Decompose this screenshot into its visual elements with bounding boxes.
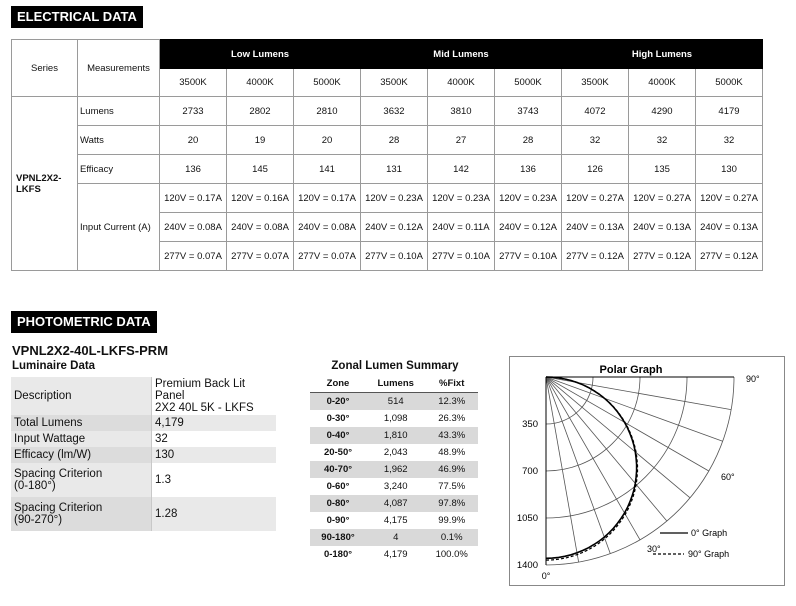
zonal-percent: 26.3% bbox=[438, 413, 466, 424]
table-cell: 20 bbox=[294, 126, 361, 155]
zonal-column-header: Zone bbox=[310, 375, 366, 393]
legend-label-90deg: 90° Graph bbox=[688, 549, 730, 559]
table-cell: 240V = 0.12A bbox=[361, 213, 428, 242]
table-cell: 277V = 0.07A bbox=[160, 242, 227, 271]
table-cell: 131 bbox=[361, 155, 428, 184]
zonal-lumens: 3,240 bbox=[383, 481, 408, 492]
table-cell: 130 bbox=[696, 155, 763, 184]
table-cell: 240V = 0.08A bbox=[294, 213, 361, 242]
table-cell: 120V = 0.23A bbox=[361, 184, 428, 213]
zonal-zone: 0-180° bbox=[323, 549, 353, 560]
header-row bbox=[12, 40, 763, 69]
table-cell: 120V = 0.16A bbox=[227, 184, 294, 213]
table-cell: 3632 bbox=[361, 97, 428, 126]
lumen-group-header: Mid Lumens bbox=[361, 40, 562, 69]
electrical-data-heading: ELECTRICAL DATA bbox=[11, 6, 143, 28]
zonal-lumens: 1,962 bbox=[366, 461, 425, 478]
polar-angle-label: 60° bbox=[721, 472, 735, 482]
zonal-lumens: 1,098 bbox=[383, 413, 408, 424]
luminaire-value: Premium Back Lit Panel 2X2 40L 5K - LKFS bbox=[152, 377, 277, 415]
luminaire-row bbox=[11, 431, 276, 447]
table-cell: 120V = 0.23A bbox=[428, 184, 495, 213]
table-cell: 240V = 0.12A bbox=[495, 213, 562, 242]
table-cell: 277V = 0.12A bbox=[629, 242, 696, 271]
table-cell: 240V = 0.13A bbox=[562, 213, 629, 242]
table-cell: 277V = 0.12A bbox=[562, 242, 629, 271]
table-cell: 277V = 0.10A bbox=[361, 242, 428, 271]
luminaire-label: Total Lumens bbox=[11, 415, 152, 431]
zonal-lumens: 4,175 bbox=[383, 515, 408, 526]
zonal-row bbox=[310, 478, 478, 495]
luminaire-label: Spacing Criterion (90-270°) bbox=[11, 497, 152, 531]
zonal-zone: 0-20° bbox=[310, 393, 366, 411]
luminaire-row bbox=[11, 447, 276, 463]
table-cell: 4072 bbox=[562, 97, 629, 126]
table-cell: 141 bbox=[294, 155, 361, 184]
zonal-lumens: 514 bbox=[366, 393, 425, 411]
zonal-zone: 20-50° bbox=[323, 447, 353, 458]
zonal-percent: 48.9% bbox=[438, 447, 466, 458]
polar-radial-label: 1050 bbox=[516, 513, 538, 524]
cct-header: 5000K bbox=[495, 69, 562, 97]
zonal-column-header: %Fixt bbox=[425, 375, 478, 393]
table-cell: 2733 bbox=[160, 97, 227, 126]
table-cell: 240V = 0.08A bbox=[227, 213, 294, 242]
table-cell: 120V = 0.27A bbox=[696, 184, 763, 213]
zonal-zone: 0-60° bbox=[326, 481, 350, 492]
polar-curve-90deg bbox=[546, 377, 638, 560]
luminaire-data-table bbox=[11, 377, 276, 531]
zonal-lumens: 1,810 bbox=[366, 427, 425, 444]
cct-header: 5000K bbox=[294, 69, 361, 97]
table-row bbox=[12, 126, 763, 155]
table-cell: 3743 bbox=[495, 97, 562, 126]
model-number: VPNL2X2-40L-LKFS-PRM bbox=[12, 343, 169, 358]
table-cell: 2802 bbox=[227, 97, 294, 126]
zonal-row bbox=[310, 444, 478, 461]
zonal-percent: 0.1% bbox=[425, 529, 478, 546]
table-cell: 136 bbox=[495, 155, 562, 184]
table-cell: 120V = 0.27A bbox=[562, 184, 629, 213]
table-cell: 28 bbox=[495, 126, 562, 155]
polar-radial-label: 350 bbox=[522, 419, 538, 430]
cct-header: 4000K bbox=[428, 69, 495, 97]
zonal-row bbox=[310, 512, 478, 529]
luminaire-label: Description bbox=[11, 377, 152, 415]
zonal-zone: 90-180° bbox=[310, 529, 366, 546]
zonal-row bbox=[310, 393, 478, 411]
zonal-lumens: 4 bbox=[366, 529, 425, 546]
polar-radial-label: 700 bbox=[522, 466, 538, 477]
table-cell: 142 bbox=[428, 155, 495, 184]
zonal-row bbox=[310, 495, 478, 512]
cct-header: 5000K bbox=[696, 69, 763, 97]
polar-angle-label: 0° bbox=[541, 571, 551, 581]
zonal-lumen-summary-table bbox=[310, 375, 478, 563]
zonal-zone: 40-70° bbox=[310, 461, 366, 478]
zonal-percent: 77.5% bbox=[438, 481, 466, 492]
zonal-header-row bbox=[310, 375, 478, 393]
luminaire-row bbox=[11, 463, 276, 497]
luminaire-row bbox=[11, 415, 276, 431]
table-cell: 120V = 0.17A bbox=[160, 184, 227, 213]
row-label: Watts bbox=[78, 126, 160, 155]
zonal-percent: 46.9% bbox=[425, 461, 478, 478]
cct-header: 4000K bbox=[227, 69, 294, 97]
table-row bbox=[12, 155, 763, 184]
table-cell: 277V = 0.07A bbox=[294, 242, 361, 271]
luminaire-label: Spacing Criterion (0-180°) bbox=[11, 463, 152, 497]
zonal-row bbox=[310, 427, 478, 444]
table-cell: 19 bbox=[227, 126, 294, 155]
table-cell: 32 bbox=[562, 126, 629, 155]
table-cell: 4290 bbox=[629, 97, 696, 126]
table-cell: 240V = 0.08A bbox=[160, 213, 227, 242]
luminaire-label: Input Wattage bbox=[11, 431, 152, 447]
legend-label-0deg: 0° Graph bbox=[691, 528, 728, 538]
table-cell: 277V = 0.12A bbox=[696, 242, 763, 271]
zonal-row bbox=[310, 410, 478, 427]
table-cell: 120V = 0.23A bbox=[495, 184, 562, 213]
polar-angle-label: 30° bbox=[647, 544, 661, 554]
luminaire-value: 4,179 bbox=[152, 415, 277, 431]
zonal-percent: 97.8% bbox=[425, 495, 478, 512]
table-cell: 136 bbox=[160, 155, 227, 184]
zonal-row bbox=[310, 529, 478, 546]
polar-angle-label: 90° bbox=[746, 374, 760, 384]
cct-header: 3500K bbox=[361, 69, 428, 97]
table-row bbox=[12, 97, 763, 126]
zonal-lumens: 4,179 bbox=[383, 549, 408, 560]
table-cell: 120V = 0.17A bbox=[294, 184, 361, 213]
cct-header: 4000K bbox=[629, 69, 696, 97]
zonal-zone: 0-30° bbox=[326, 413, 350, 424]
zonal-zone: 0-80° bbox=[310, 495, 366, 512]
table-cell: 240V = 0.13A bbox=[629, 213, 696, 242]
luminaire-row bbox=[11, 377, 276, 415]
zonal-row bbox=[310, 546, 478, 563]
row-label: Efficacy bbox=[78, 155, 160, 184]
table-cell: 3810 bbox=[428, 97, 495, 126]
polar-radial-label: 1400 bbox=[516, 560, 538, 571]
row-label: Input Current (A) bbox=[78, 184, 160, 271]
luminaire-data-title: Luminaire Data bbox=[12, 360, 96, 372]
photometric-data-heading: PHOTOMETRIC DATA bbox=[11, 311, 157, 333]
luminaire-value: 32 bbox=[152, 431, 277, 447]
table-cell: 277V = 0.10A bbox=[428, 242, 495, 271]
table-cell: 277V = 0.07A bbox=[227, 242, 294, 271]
lumen-group-header: Low Lumens bbox=[160, 40, 361, 69]
table-cell: 28 bbox=[361, 126, 428, 155]
zonal-zone: 0-90° bbox=[326, 515, 350, 526]
table-cell: 27 bbox=[428, 126, 495, 155]
table-cell: 277V = 0.10A bbox=[495, 242, 562, 271]
luminaire-row bbox=[11, 497, 276, 531]
table-cell: 4179 bbox=[696, 97, 763, 126]
table-cell: 32 bbox=[696, 126, 763, 155]
zonal-lumens: 4,087 bbox=[366, 495, 425, 512]
lumen-group-header: High Lumens bbox=[562, 40, 763, 69]
table-row bbox=[12, 184, 763, 213]
zonal-column-header: Lumens bbox=[366, 375, 425, 393]
table-cell: 20 bbox=[160, 126, 227, 155]
polar-graph bbox=[510, 357, 784, 585]
zonal-lumens: 2,043 bbox=[383, 447, 408, 458]
table-cell: 240V = 0.13A bbox=[696, 213, 763, 242]
measurements-header: Measurements bbox=[78, 40, 160, 97]
zonal-percent: 99.9% bbox=[438, 515, 466, 526]
table-cell: 240V = 0.11A bbox=[428, 213, 495, 242]
zonal-zone: 0-40° bbox=[310, 427, 366, 444]
cct-header: 3500K bbox=[160, 69, 227, 97]
series-header: Series bbox=[12, 40, 78, 97]
polar-graph-panel bbox=[509, 356, 785, 586]
zonal-row bbox=[310, 461, 478, 478]
series-name: VPNL2X2-LKFS bbox=[12, 97, 78, 271]
luminaire-value: 1.3 bbox=[152, 463, 277, 497]
table-cell: 135 bbox=[629, 155, 696, 184]
polar-curve-0deg bbox=[546, 377, 637, 558]
zonal-percent: 43.3% bbox=[425, 427, 478, 444]
luminaire-label: Efficacy (lm/W) bbox=[11, 447, 152, 463]
zonal-percent: 12.3% bbox=[425, 393, 478, 411]
row-label: Lumens bbox=[78, 97, 160, 126]
table-cell: 120V = 0.27A bbox=[629, 184, 696, 213]
zonal-percent: 100.0% bbox=[435, 549, 468, 560]
table-cell: 145 bbox=[227, 155, 294, 184]
luminaire-value: 1.28 bbox=[152, 497, 277, 531]
table-cell: 2810 bbox=[294, 97, 361, 126]
polar-graph-title: Polar Graph bbox=[599, 364, 663, 376]
electrical-data-table bbox=[11, 39, 763, 271]
cct-header: 3500K bbox=[562, 69, 629, 97]
table-cell: 32 bbox=[629, 126, 696, 155]
zonal-lumen-summary-title: Zonal Lumen Summary bbox=[331, 360, 459, 372]
table-cell: 126 bbox=[562, 155, 629, 184]
luminaire-value: 130 bbox=[152, 447, 277, 463]
